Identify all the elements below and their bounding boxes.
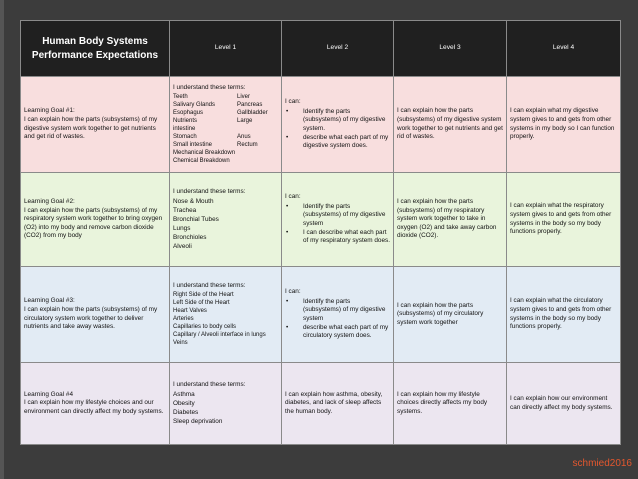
term-line <box>173 141 278 149</box>
level-3-cell: I can explain how the parts (subsystems) of my respiratory system work together to take in oxygen (O2) and take away carbon dioxide (CO2). <box>394 173 507 267</box>
level-3-header: Level 3 <box>394 21 507 77</box>
can-intro: I can: <box>285 98 301 106</box>
skills-list <box>285 298 390 341</box>
level-3-cell: I can explain how the parts (subsystems) of my circulatory system work together <box>394 267 507 363</box>
can-intro: I can: <box>285 193 301 201</box>
can-intro: I can: <box>285 288 301 296</box>
level-4-cell: I can explain what my digestive system gives to and gets from other systems in my body so I can function properly. <box>507 77 621 173</box>
level-1-cell <box>170 173 282 267</box>
goal-text: I can explain how the parts (subsystems) of my circulatory system work together to deliver nutrients and take away wastes. <box>24 305 158 331</box>
level-2-cell <box>282 77 394 173</box>
term-line: Veins <box>173 340 188 347</box>
corner-title: Human Body Systems Performance Expectations <box>21 21 170 77</box>
term: Nutrients <box>173 118 198 125</box>
list-item: • describe what each part of my digestive system does. <box>285 134 390 151</box>
term-line: Sleep deprivation <box>173 418 223 426</box>
list-item: • I can describe what each part of my respiratory system does. <box>285 229 390 246</box>
term: Rectum <box>237 142 258 149</box>
term-line: intestine <box>173 126 196 133</box>
term: Esophagus <box>173 110 204 117</box>
terms-intro: I understand these terms: <box>173 83 246 91</box>
level-1-cell <box>170 267 282 363</box>
level-1-cell <box>170 363 282 445</box>
term-line: Right Side of the Heart <box>173 292 234 299</box>
list-item: • Identify the parts (subsystems) of my digestive system <box>285 298 390 324</box>
level-3-cell: I can explain how my lifestyle choices directly affects my body systems. <box>394 363 507 445</box>
term-line: Lungs <box>173 225 191 233</box>
level-3-cell: I can explain how the parts (subsystems) of my digestive system work together to get nutrients and get rid of wastes. <box>394 77 507 173</box>
term-line: Capillary / Alveoli interface in lungs <box>173 332 266 339</box>
skills-list <box>285 203 390 246</box>
list-item: • Identify the parts (subsystems) of my digestive system. <box>285 108 390 134</box>
terms-intro: I understand these terms: <box>173 380 246 388</box>
terms-intro: I understand these terms: <box>173 281 246 289</box>
term-line <box>173 117 278 125</box>
term-line: Nose & Mouth <box>173 198 214 206</box>
term-line <box>173 133 278 141</box>
term-line: Obesity <box>173 400 195 408</box>
term-line: Bronchioles <box>173 234 207 242</box>
goal-heading: Learning Goal #2: <box>24 198 75 206</box>
term-line <box>173 93 278 101</box>
slide-edge <box>0 0 4 479</box>
table-row <box>21 173 621 267</box>
goal-text: I can explain how my lifestyle choices and our environment can directly affect my body systems. <box>24 399 164 415</box>
level-4-cell: I can explain how our environment can directly affect my body systems. <box>507 363 621 445</box>
term-line: Capillaries to body cells <box>173 324 237 331</box>
term-line: Mechanical Breakdown <box>173 150 236 157</box>
term: Gallbladder <box>237 110 268 117</box>
skills-list <box>285 108 390 151</box>
level-1-cell <box>170 77 282 173</box>
term: Small intestine <box>173 142 213 149</box>
goal-heading: Learning Goal #3: <box>24 297 75 305</box>
table-row <box>21 77 621 173</box>
term-line: Left Side of the Heart <box>173 300 230 307</box>
term-line: Heart Valves <box>173 308 207 315</box>
term-line: Alveoli <box>173 243 192 251</box>
learning-goal-cell <box>21 267 170 363</box>
level-1-header: Level 1 <box>170 21 282 77</box>
goal-heading: Learning Goal #1: <box>24 107 75 115</box>
level-4-cell: I can explain what the circulatory system gives to and gets from other systems in the body so my body functions properly. <box>507 267 621 363</box>
learning-goal-cell <box>21 363 170 445</box>
level-2-cell: I can explain how asthma, obesity, diabetes, and lack of sleep affects the human body. <box>282 363 394 445</box>
term-line: Trachea <box>173 207 197 215</box>
rubric-table <box>20 20 621 445</box>
term-line <box>173 109 278 117</box>
credit-watermark: schmied2016 <box>572 458 632 469</box>
level-4-cell: I can explain what the respiratory system gives to and gets from other systems in the body so my body functions properly. <box>507 173 621 267</box>
term-line: Arteries <box>173 316 194 323</box>
header-row <box>21 21 621 77</box>
term: Teeth <box>173 94 188 101</box>
goal-text: I can explain how the parts (subsystems) of my digestive system work together to get nutrients and get rid of wastes. <box>24 115 158 141</box>
level-4-header: Level 4 <box>507 21 621 77</box>
learning-goal-cell <box>21 173 170 267</box>
level-2-cell <box>282 267 394 363</box>
term: Large <box>237 118 253 125</box>
table-row <box>21 363 621 445</box>
level-2-header: Level 2 <box>282 21 394 77</box>
learning-goal-cell <box>21 77 170 173</box>
term-line: Asthma <box>173 391 195 399</box>
level-2-cell <box>282 173 394 267</box>
term-line: Bronchial Tubes <box>173 216 219 224</box>
table-row <box>21 267 621 363</box>
list-item: • Identify the parts (subsystems) of my digestive system <box>285 203 390 229</box>
term-line <box>173 101 278 109</box>
terms-intro: I understand these terms: <box>173 187 246 195</box>
term: Liver <box>237 94 251 101</box>
term: Salivary Glands <box>173 102 216 109</box>
goal-heading: Learning Goal #4 <box>24 390 74 398</box>
term: Anus <box>237 134 251 141</box>
term-line: Diabetes <box>173 409 199 417</box>
list-item: • describe what each part of my circulatory system does. <box>285 324 390 341</box>
goal-text: I can explain how the parts (subsystems) of my respiratory system work together to bring oxygen (O2) into my body and remove carbon dioxide (CO2) from my body <box>24 206 163 240</box>
term: Pancreas <box>237 102 263 109</box>
term: Stomach <box>173 134 197 141</box>
term-line: Chemical Breakdown <box>173 158 230 165</box>
